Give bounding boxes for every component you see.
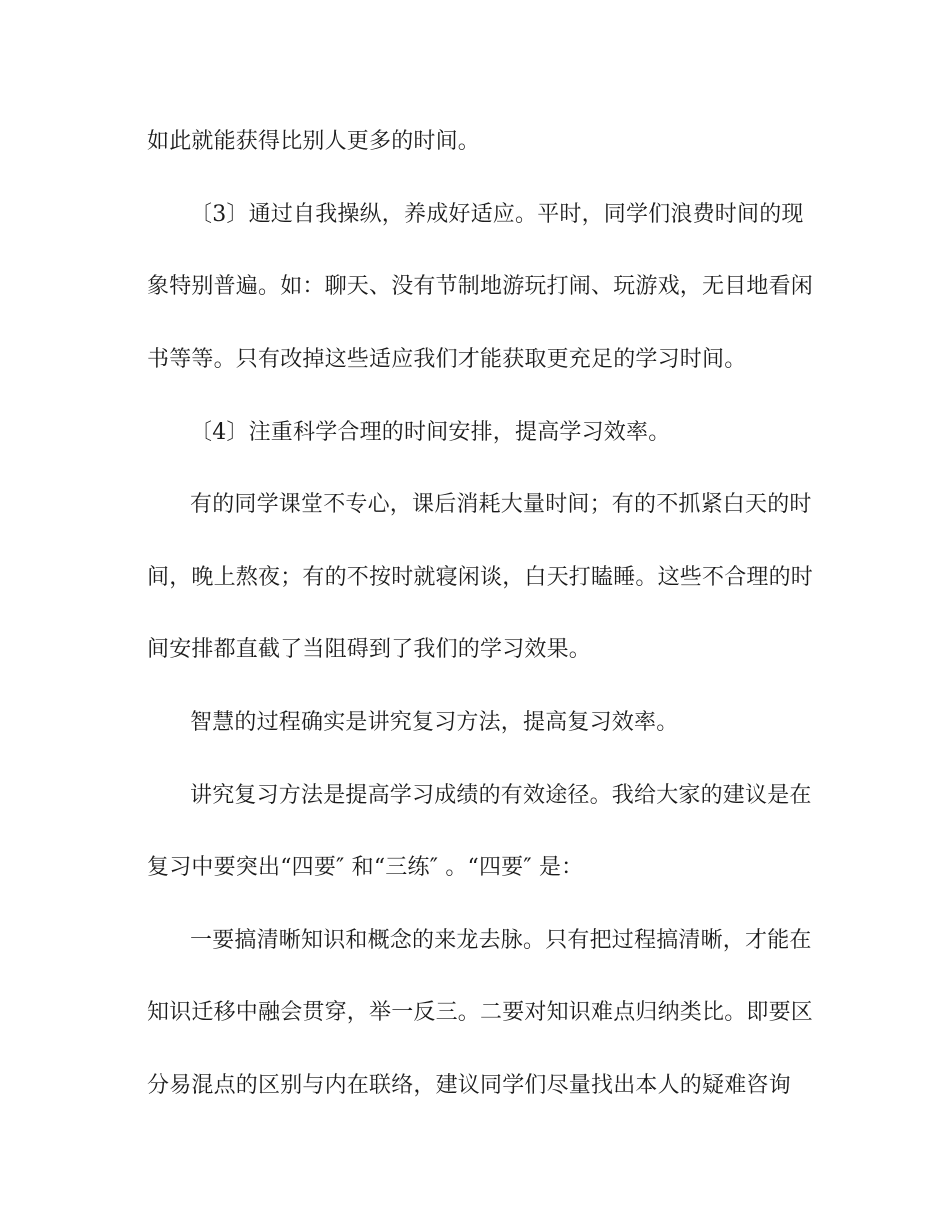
text-line: 〔3〕通过自我操纵，养成好适应。平时，同学们浪费时间的现 bbox=[190, 202, 804, 227]
text-line: 象特别普遍。如：聊天、没有节制地游玩打闹、玩游戏，无目地看闲 bbox=[147, 274, 814, 299]
text-line: 智慧的过程确实是讲究复习方法，提高复习效率。 bbox=[190, 710, 679, 735]
text-line: 间安排都直截了当阻碍到了我们的学习效果。 bbox=[147, 637, 592, 662]
text-line: 复习中要突出“四要″ 和“三练″ 。“四要″ 是： bbox=[147, 855, 584, 880]
text-line: 书等等。只有改掉这些适应我们才能获取更充足的学习时间。 bbox=[147, 347, 747, 372]
text-line: 〔4〕注重科学合理的时间安排，提高学习效率。 bbox=[190, 420, 671, 445]
text-line: 如此就能获得比别人更多的时间。 bbox=[147, 129, 481, 154]
text-line: 一要搞清晰知识和概念的来龙去脉。只有把过程搞清晰，才能在 bbox=[190, 928, 812, 953]
text-line: 知识迁移中融会贯穿，举一反三。二要对知识难点归纳类比。即要区 bbox=[147, 1000, 814, 1025]
text-line: 分易混点的区别与内在联络，建议同学们尽量找出本人的疑难咨询 bbox=[147, 1073, 791, 1098]
text-line: 有的同学课堂不专心，课后消耗大量时间；有的不抓紧白天的时 bbox=[190, 492, 812, 517]
text-line: 间，晚上熬夜；有的不按时就寝闲谈，白天打瞌睡。这些不合理的时 bbox=[147, 565, 814, 590]
text-line: 讲究复习方法是提高学习成绩的有效途径。我给大家的建议是在 bbox=[190, 783, 812, 808]
